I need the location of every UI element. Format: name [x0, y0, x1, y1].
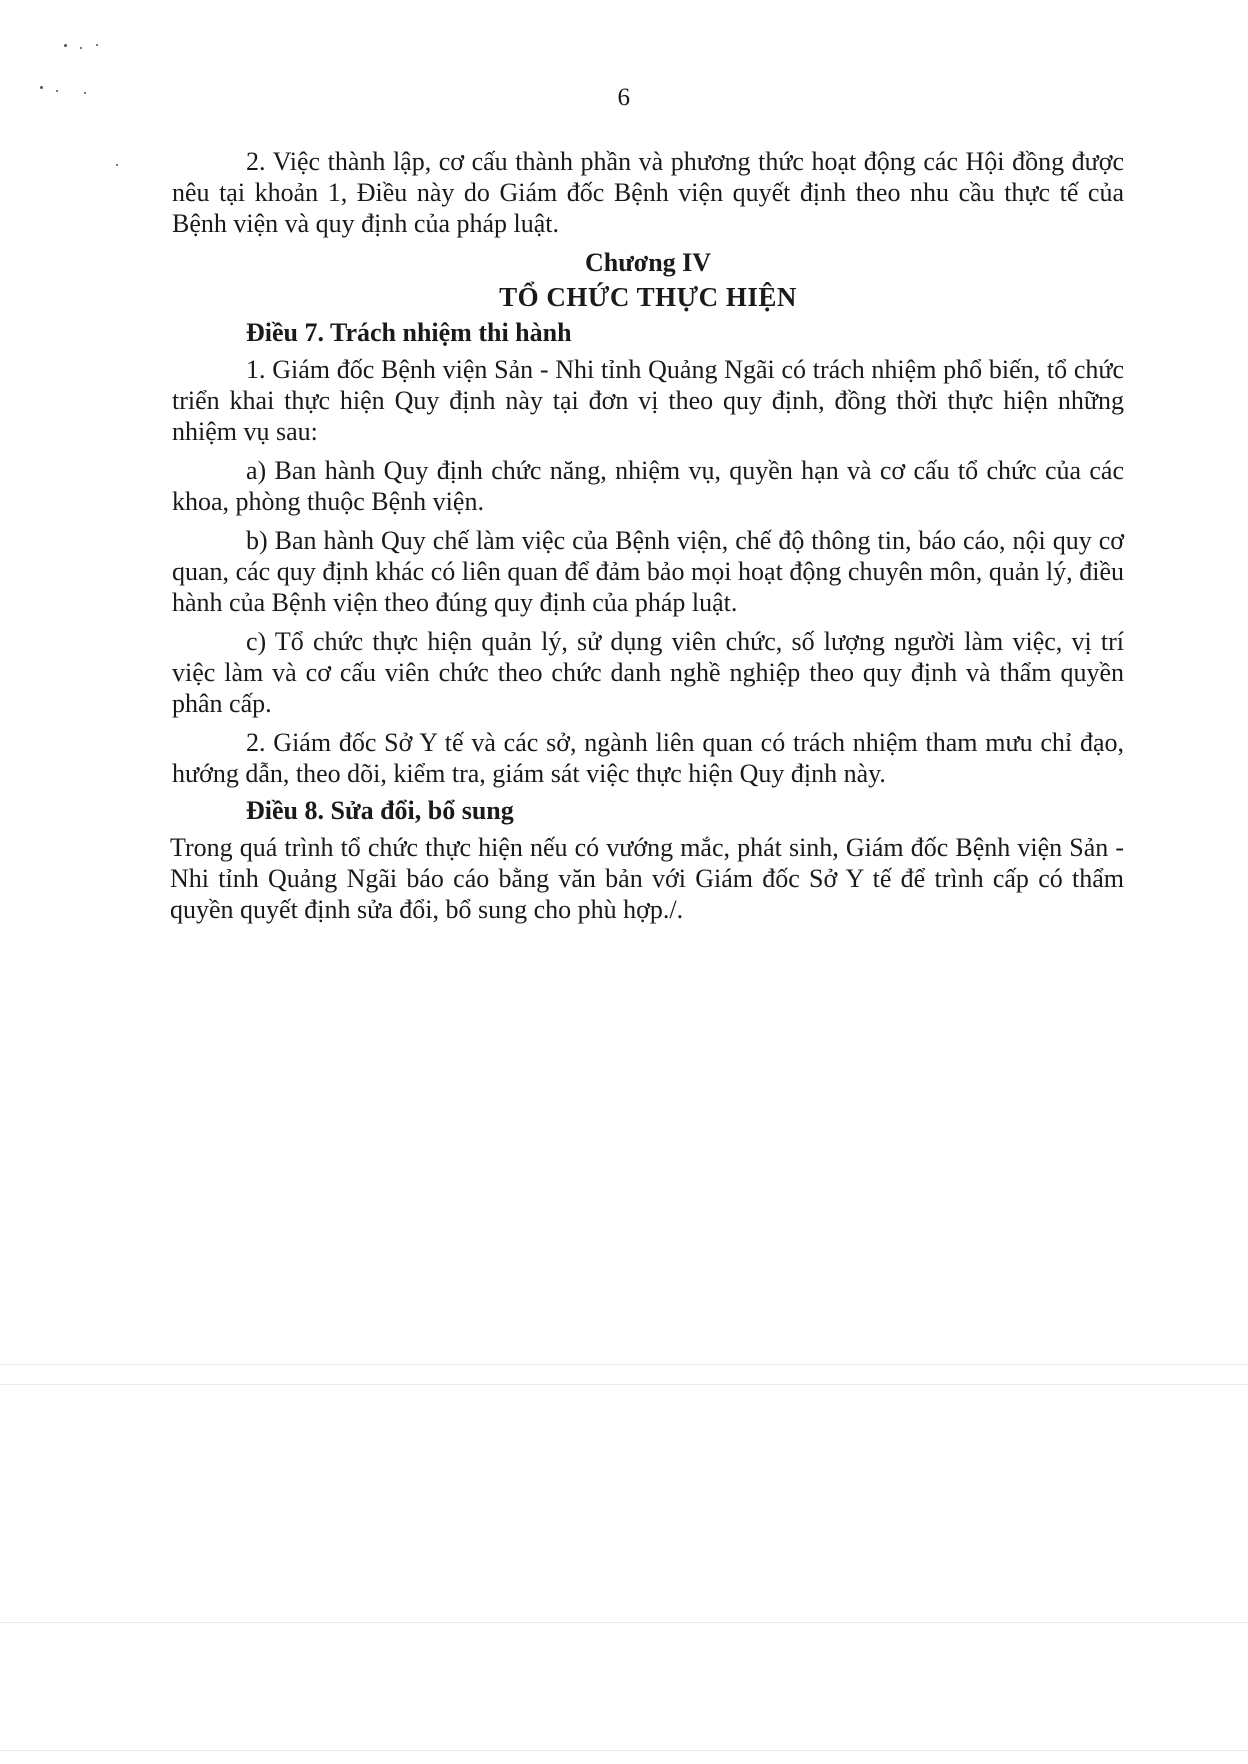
scan-speck: [116, 164, 118, 166]
scan-speck: [96, 44, 98, 46]
article-7-item-b: b) Ban hành Quy chế làm việc của Bệnh viện, chế độ thông tin, báo cáo, nội quy cơ quan, các quy định khác có liên quan để đảm bảo mọi hoạt động chuyên môn, quản lý, điều hành của Bệnh viện theo đúng quy định của pháp luật.: [172, 526, 1124, 617]
document-body: [172, 146, 1124, 933]
article-7-clause-2: 2. Giám đốc Sở Y tế và các sở, ngành liên quan có trách nhiệm tham mưu chỉ đạo, hướng dẫn, theo dõi, kiểm tra, giám sát việc thực hiện Quy định này.: [172, 728, 1124, 788]
page-number: 6: [617, 84, 631, 111]
chapter-title: TỔ CHỨC THỰC HIỆN: [499, 282, 797, 312]
article-8-heading: Điều 8. Sửa đổi, bổ sung: [246, 796, 514, 825]
article-7-clause-1: 1. Giám đốc Bệnh viện Sản - Nhi tỉnh Quảng Ngãi có trách nhiệm phổ biến, tổ chức triển khai thực hiện Quy định này tại đơn vị theo quy định, đồng thời thực hiện những nhiệm vụ sau:: [172, 355, 1124, 446]
article-7-heading: Điều 7. Trách nhiệm thi hành: [246, 318, 572, 347]
article-8-paragraph: Trong quá trình tổ chức thực hiện nếu có vướng mắc, phát sinh, Giám đốc Bệnh viện Sản - Nhi tỉnh Quảng Ngãi báo cáo bằng văn bản với Giám đốc Sở Y tế để trình cấp có thẩm quyền quyết định sửa đổi, bổ sung cho phù hợp./.: [170, 833, 1124, 924]
chapter-label: Chương IV: [584, 248, 712, 277]
scan-line: [0, 1750, 1248, 1751]
scan-line: [0, 1384, 1248, 1385]
scan-speck: [64, 44, 67, 47]
paragraph-council: 2. Việc thành lập, cơ cấu thành phần và phương thức hoạt động các Hội đồng được nêu tại khoản 1, Điều này do Giám đốc Bệnh viện quyết định theo nhu cầu thực tế của Bệnh viện và quy định của pháp luật.: [172, 147, 1124, 238]
article-7-item-c: c) Tổ chức thực hiện quản lý, sử dụng viên chức, số lượng người làm việc, vị trí việc làm và cơ cấu viên chức theo chức danh nghề nghiệp theo quy định và thẩm quyền phân cấp.: [172, 627, 1124, 718]
scan-speck: [80, 47, 82, 49]
scan-line: [0, 1364, 1248, 1365]
article-7-item-a: a) Ban hành Quy định chức năng, nhiệm vụ, quyền hạn và cơ cấu tổ chức của các khoa, phòng thuộc Bệnh viện.: [172, 456, 1124, 516]
scan-line: [0, 1622, 1248, 1623]
